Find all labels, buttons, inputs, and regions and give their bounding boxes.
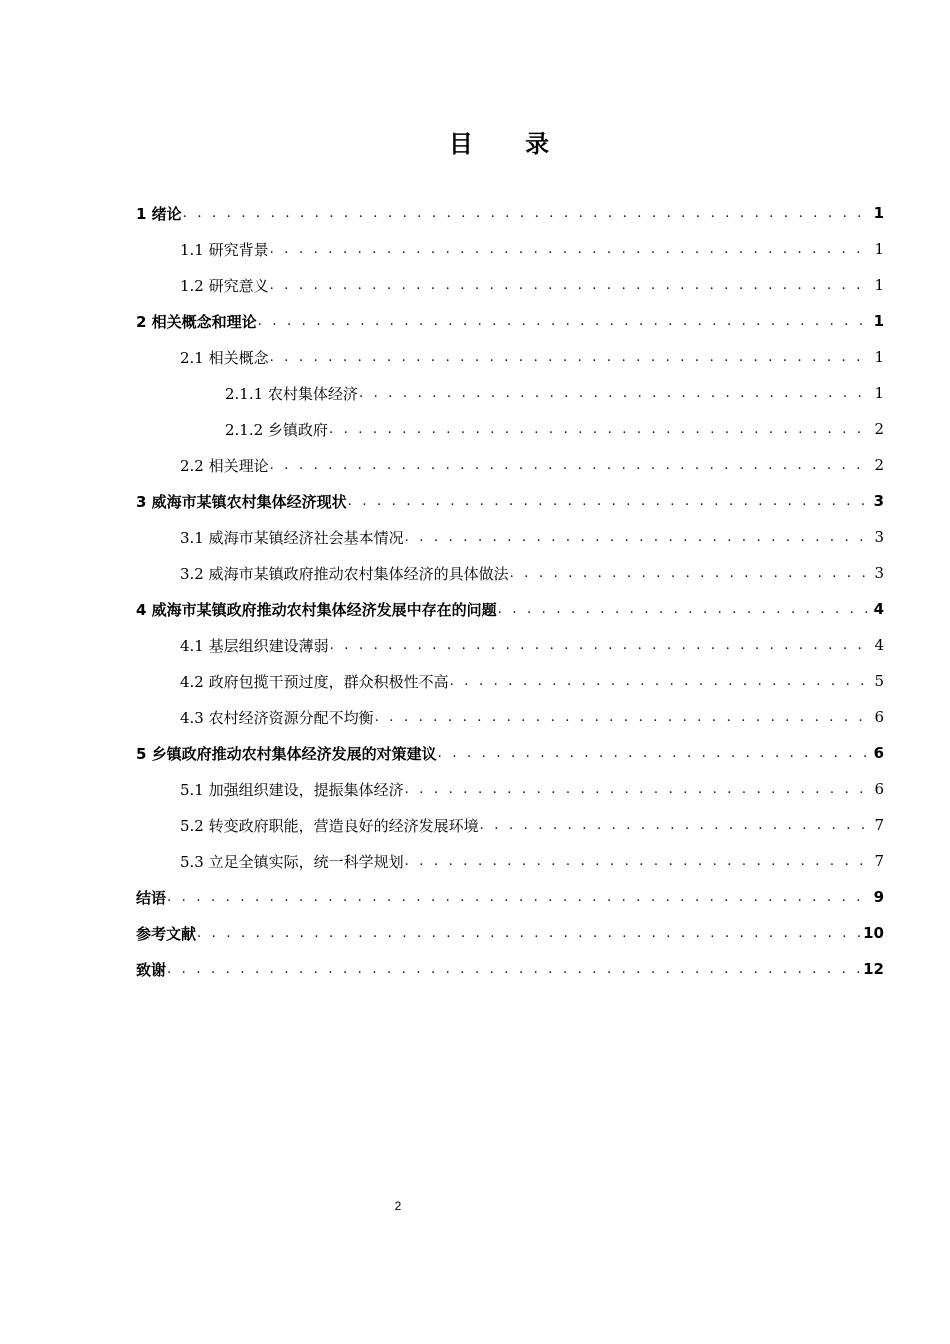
toc-entry-title: 2.1 相关概念: [180, 348, 269, 367]
toc-entry[interactable]: [136, 879, 884, 915]
toc-entry-page: 1: [874, 276, 884, 294]
toc-entry-page: 9: [873, 888, 884, 906]
dot-leader: [498, 602, 872, 617]
toc-entry[interactable]: [136, 411, 884, 447]
toc-entry-title: 结语: [136, 888, 167, 907]
toc-entry-title: 5.3 立足全镇实际，统一科学规划: [180, 852, 404, 871]
toc-entry[interactable]: [136, 339, 884, 375]
dot-leader: [183, 206, 872, 221]
toc-entry[interactable]: [136, 735, 884, 771]
toc-entry-title: 1.1 研究背景: [180, 240, 269, 259]
dot-leader: [359, 386, 873, 401]
toc-entry[interactable]: [136, 375, 884, 411]
toc-entry-title: 3 威海市某镇农村集体经济现状: [136, 492, 347, 511]
toc-entry-title: 2.1.2 乡镇政府: [225, 420, 328, 439]
toc-entry-page: 1: [873, 312, 884, 330]
table-of-contents: [136, 195, 884, 987]
toc-entry-page: 1: [874, 384, 884, 402]
toc-entry-page: 1: [874, 240, 884, 258]
toc-entry-page: 3: [874, 564, 884, 582]
dot-leader: [375, 710, 873, 725]
toc-entry-page: 4: [874, 636, 884, 654]
toc-entry-page: 7: [874, 852, 884, 870]
dot-leader: [405, 854, 873, 869]
toc-entry-page: 6: [873, 744, 884, 762]
toc-entry-title: 5 乡镇政府推动农村集体经济发展的对策建议: [136, 744, 437, 763]
toc-entry-page: 5: [874, 672, 884, 690]
dot-leader: [480, 818, 873, 833]
toc-entry-title: 致谢: [136, 960, 167, 979]
toc-entry[interactable]: [136, 447, 884, 483]
toc-entry-page: 1: [873, 204, 884, 222]
dot-leader: [167, 962, 861, 977]
toc-entry[interactable]: [136, 627, 884, 663]
toc-entry-page: 2: [874, 420, 884, 438]
toc-entry-page: 6: [874, 780, 884, 798]
toc-entry-title: 4.2 政府包揽干预过度，群众积极性不高: [180, 672, 449, 691]
toc-entry-title: 5.2 转变政府职能，营造良好的经济发展环境: [180, 816, 479, 835]
toc-entry-title: 2.1.1 农村集体经济: [225, 384, 358, 403]
dot-leader: [270, 242, 873, 257]
toc-entry-page: 10: [863, 924, 884, 942]
toc-entry-title: 2.2 相关理论: [180, 456, 269, 475]
toc-entry-page: 4: [873, 600, 884, 618]
dot-leader: [348, 494, 872, 509]
toc-entry[interactable]: [136, 807, 884, 843]
dot-leader: [330, 638, 873, 653]
toc-entry[interactable]: [136, 699, 884, 735]
dot-leader: [270, 350, 873, 365]
toc-entry[interactable]: [136, 843, 884, 879]
toc-entry[interactable]: [136, 267, 884, 303]
page-number: 2: [394, 1199, 402, 1213]
toc-entry-page: 3: [874, 528, 884, 546]
toc-entry-title: 1 绪论: [136, 204, 182, 223]
dot-leader: [270, 278, 873, 293]
dot-leader: [197, 926, 861, 941]
dot-leader: [438, 746, 872, 761]
toc-entry-page: 6: [874, 708, 884, 726]
dot-leader: [510, 566, 873, 581]
dot-leader: [258, 314, 872, 329]
toc-entry-title: 3.1 威海市某镇经济社会基本情况: [180, 528, 404, 547]
toc-entry[interactable]: [136, 663, 884, 699]
toc-entry-page: 12: [863, 960, 884, 978]
toc-entry-title: 4.3 农村经济资源分配不均衡: [180, 708, 374, 727]
toc-entry-page: 7: [874, 816, 884, 834]
toc-entry[interactable]: [136, 951, 884, 987]
toc-entry[interactable]: [136, 771, 884, 807]
toc-entry[interactable]: [136, 519, 884, 555]
toc-title: 目 录: [448, 130, 572, 158]
toc-entry[interactable]: [136, 483, 884, 519]
dot-leader: [450, 674, 873, 689]
dot-leader: [329, 422, 873, 437]
toc-entry[interactable]: [136, 591, 884, 627]
dot-leader: [405, 782, 873, 797]
toc-entry-page: 1: [874, 348, 884, 366]
toc-entry[interactable]: [136, 195, 884, 231]
toc-entry-title: 1.2 研究意义: [180, 276, 269, 295]
toc-entry-title: 3.2 威海市某镇政府推动农村集体经济的具体做法: [180, 564, 509, 583]
toc-entry-title: 参考文献: [136, 924, 197, 943]
toc-entry[interactable]: [136, 303, 884, 339]
dot-leader: [405, 530, 873, 545]
dot-leader: [270, 458, 873, 473]
toc-entry-page: 3: [873, 492, 884, 510]
toc-entry-title: 4 威海市某镇政府推动农村集体经济发展中存在的问题: [136, 600, 497, 619]
toc-entry[interactable]: [136, 231, 884, 267]
dot-leader: [167, 890, 872, 905]
toc-entry-title: 4.1 基层组织建设薄弱: [180, 636, 329, 655]
toc-entry[interactable]: [136, 915, 884, 951]
toc-entry-title: 2 相关概念和理论: [136, 312, 257, 331]
toc-entry-title: 5.1 加强组织建设，提振集体经济: [180, 780, 404, 799]
toc-entry-page: 2: [874, 456, 884, 474]
toc-entry[interactable]: [136, 555, 884, 591]
